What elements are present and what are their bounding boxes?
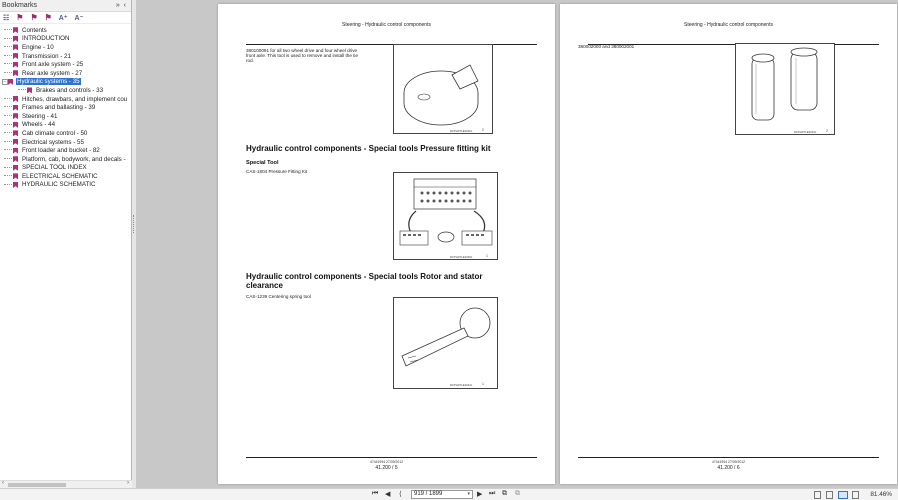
tree-connector <box>4 95 12 99</box>
tree-connector <box>4 103 12 107</box>
bookmark-icon <box>13 156 18 162</box>
panel-controls[interactable]: » ‹ <box>115 2 127 9</box>
footer-doc-code: 47441994 27/09/2012 <box>370 460 403 464</box>
tree-connector <box>4 146 12 150</box>
bookmark-add-icon[interactable]: ⚑ <box>30 13 38 22</box>
intro-text-line-2: front axle. This tool is used to remove and install the tie <box>246 53 359 58</box>
horizontal-scrollbar[interactable] <box>0 480 132 488</box>
bookmark-label: Front loader and bucket - 82 <box>22 147 100 155</box>
bookmark-item[interactable] <box>0 164 132 173</box>
bookmark-label: Frames and ballasting - 39 <box>22 104 96 112</box>
page-number-field[interactable] <box>411 490 473 499</box>
figure-caption: RCPH9TLE2045L <box>450 255 473 259</box>
tree-connector <box>4 112 12 116</box>
bookmark-label: Front axle system - 25 <box>22 61 84 69</box>
bookmark-icon <box>13 105 18 111</box>
figure-tie-rod-tool <box>393 44 493 134</box>
tree-connector <box>4 138 12 142</box>
bookmark-item[interactable] <box>0 181 132 190</box>
bookmark-icon <box>13 44 18 50</box>
tree-connector <box>18 86 26 90</box>
bookmark-label: Cab climate control - 50 <box>22 129 88 137</box>
page-header: Steering - Hydraulic control components <box>684 22 773 28</box>
bookmark-icon <box>13 113 18 119</box>
bookmark-item[interactable] <box>0 138 132 147</box>
figure-caption: RCPH9TLE2044L <box>450 383 473 387</box>
bookmark-label: SPECIAL TOOL INDEX <box>22 164 87 172</box>
bookmark-item[interactable] <box>0 103 132 112</box>
bookmark-icon <box>13 96 18 102</box>
footer-rule <box>578 457 879 458</box>
bookmark-label: HYDRAULIC SCHEMATIC <box>22 181 96 189</box>
footer-doc-code: 47441994 27/09/2012 <box>712 460 745 464</box>
bookmark-icon <box>13 122 18 128</box>
pressure-kit-illustration <box>394 173 499 261</box>
font-decrease-icon[interactable]: A⁻ <box>74 14 84 22</box>
bookmark-item[interactable] <box>0 112 132 121</box>
section-heading-rotor-stator-line-1: Hydraulic control components - Special tools Rotor and stator <box>246 272 483 281</box>
bookmark-icon <box>13 173 18 179</box>
fit-view-icon[interactable] <box>852 491 859 499</box>
bookmark-icon <box>13 148 18 154</box>
bookmark-item[interactable] <box>0 78 132 87</box>
bookmark-icon <box>13 53 18 59</box>
page-header: Steering - Hydraulic control components <box>342 22 431 28</box>
pressure-kit-text: CAS-1804 Pressure Fitting Kit <box>246 169 308 174</box>
figure-number: 2 <box>482 128 484 132</box>
font-increase-icon[interactable]: A⁺ <box>58 14 68 22</box>
wrench-disk-illustration <box>394 45 494 135</box>
bookmark-item[interactable] <box>0 35 132 44</box>
next-page-icon[interactable]: ▶ <box>477 491 483 498</box>
back-icon[interactable]: ⟨ <box>399 491 402 498</box>
bookmark-item[interactable] <box>0 69 132 78</box>
figure-caption: RCPH9TLE2043L <box>794 130 817 134</box>
tree-connector <box>4 155 12 159</box>
figure-caption: RCPH9TLE2046L <box>450 129 473 133</box>
document-page-6 <box>560 4 897 484</box>
zoom-level[interactable]: 81.46% <box>870 491 892 498</box>
figure-centering-spring-tool <box>393 297 498 389</box>
paste-icon[interactable]: ⧉ <box>515 490 520 497</box>
figure-number: 1 <box>482 382 484 386</box>
tree-connector <box>4 43 12 47</box>
section-heading-pressure-kit: Hydraulic control components - Special tools Pressure fitting kit <box>246 144 491 153</box>
figure-number: 1 <box>486 254 488 258</box>
bookmark-icon <box>13 165 18 171</box>
bookmark-item[interactable] <box>0 60 132 69</box>
bookmark-icon[interactable]: ⚑ <box>16 13 24 22</box>
bookmark-label: Transmission - 21 <box>22 52 71 60</box>
centering-tool-illustration <box>394 298 499 390</box>
tool-numbers-text: 380002000 and 380002001 <box>578 44 635 49</box>
bookmark-remove-icon[interactable]: ⚑ <box>44 13 52 22</box>
first-page-icon[interactable]: ⏮ <box>372 490 379 497</box>
copy-icon[interactable]: ⧉ <box>502 490 507 497</box>
bookmark-icon <box>13 62 18 68</box>
bookmark-icon <box>13 27 18 33</box>
bookmark-item[interactable] <box>0 43 132 52</box>
bookmark-item[interactable] <box>0 172 132 181</box>
chevron-down-icon[interactable]: ▾ <box>467 491 470 497</box>
bookmark-icon <box>8 79 13 85</box>
single-page-view-icon[interactable] <box>814 491 821 499</box>
bookmarks-header <box>0 0 131 12</box>
bookmark-label: Rear axle system - 27 <box>22 69 83 77</box>
bookmark-icon <box>13 130 18 136</box>
scroll-left-icon[interactable]: ‹ <box>2 480 4 486</box>
bookmark-icon <box>13 36 18 42</box>
status-bar <box>0 488 898 500</box>
special-tool-heading: Special Tool <box>246 160 279 166</box>
bookmark-item[interactable] <box>0 26 132 35</box>
tree-connector <box>4 172 12 176</box>
tree-connector <box>4 69 12 73</box>
bookmark-icon <box>13 139 18 145</box>
bookmark-label: Platform, cab, bodywork, and decals - <box>22 155 126 163</box>
bookmark-label: Brakes and controls - 33 <box>36 86 104 94</box>
footer-page-number: 41.200 / 5 <box>375 465 398 471</box>
bookmark-item[interactable] <box>0 146 132 155</box>
bookmark-item[interactable] <box>0 129 132 138</box>
two-page-view-icon[interactable] <box>838 491 848 499</box>
intro-text-line-3: rod. <box>246 58 254 63</box>
bookmark-item[interactable] <box>0 52 132 61</box>
bookmark-label: Hitches, drawbars, and implement cou <box>22 95 128 103</box>
panel-splitter[interactable] <box>132 0 136 488</box>
page-number-value: 919 / 1899 <box>414 491 443 497</box>
sleeve-tools-illustration <box>736 44 836 136</box>
bookmark-label: Hydraulic systems - 35 <box>17 78 80 86</box>
bookmarks-toolbar <box>0 12 131 24</box>
bookmark-label: Wheels - 44 <box>22 121 56 129</box>
bookmark-label: Steering - 41 <box>22 112 58 120</box>
bookmark-label: INTRODUCTION <box>22 35 70 43</box>
bookmark-item[interactable] <box>0 95 132 104</box>
figure-sleeve-tools <box>735 43 835 135</box>
scroll-right-icon[interactable]: › <box>127 480 129 486</box>
tree-connector <box>4 164 12 168</box>
scroll-thumb[interactable] <box>8 483 66 487</box>
bookmarks-panel <box>0 0 132 488</box>
tree-connector <box>4 26 12 30</box>
bookmark-label: Electrical systems - 55 <box>22 138 84 146</box>
bookmarks-title: Bookmarks <box>2 2 38 9</box>
previous-page-icon[interactable]: ◀ <box>385 491 391 498</box>
tree-connector <box>4 181 12 185</box>
bookmark-label: Contents <box>22 26 47 34</box>
section-heading-rotor-stator-line-2: clearance <box>246 281 283 290</box>
last-page-icon[interactable]: ⏭ <box>489 490 496 497</box>
tree-connector <box>4 52 12 56</box>
tree-connector <box>4 35 12 39</box>
tree-connector <box>4 129 12 133</box>
continuous-view-icon[interactable] <box>826 491 833 499</box>
bookmark-label: ELECTRICAL SCHEMATIC <box>22 172 98 180</box>
footer-page-number: 41.200 / 6 <box>717 465 740 471</box>
tree-connector <box>4 60 12 64</box>
bookmark-item[interactable] <box>0 121 132 130</box>
tree-connector <box>4 121 12 125</box>
splitter-grip[interactable] <box>133 215 135 233</box>
collapse-icon[interactable]: − <box>3 78 7 85</box>
centering-tool-text: CAS-1239 Centering spring tool <box>246 294 311 299</box>
intro-text-line-1: 380100091 for all two wheel drive and four wheel drive <box>246 48 358 53</box>
expand-all-icon[interactable]: ☷ <box>3 14 10 22</box>
bookmark-icon <box>13 182 18 188</box>
footer-rule <box>246 457 537 458</box>
bookmark-item[interactable] <box>0 155 132 164</box>
bookmark-icon <box>27 87 32 93</box>
document-page-5 <box>218 4 555 484</box>
bookmark-label: Engine - 10 <box>22 43 54 51</box>
bookmark-tree <box>0 26 132 189</box>
bookmark-icon <box>13 70 18 76</box>
figure-number: 2 <box>826 129 828 133</box>
figure-pressure-fitting-kit <box>393 172 498 260</box>
bookmark-item[interactable] <box>0 86 132 95</box>
